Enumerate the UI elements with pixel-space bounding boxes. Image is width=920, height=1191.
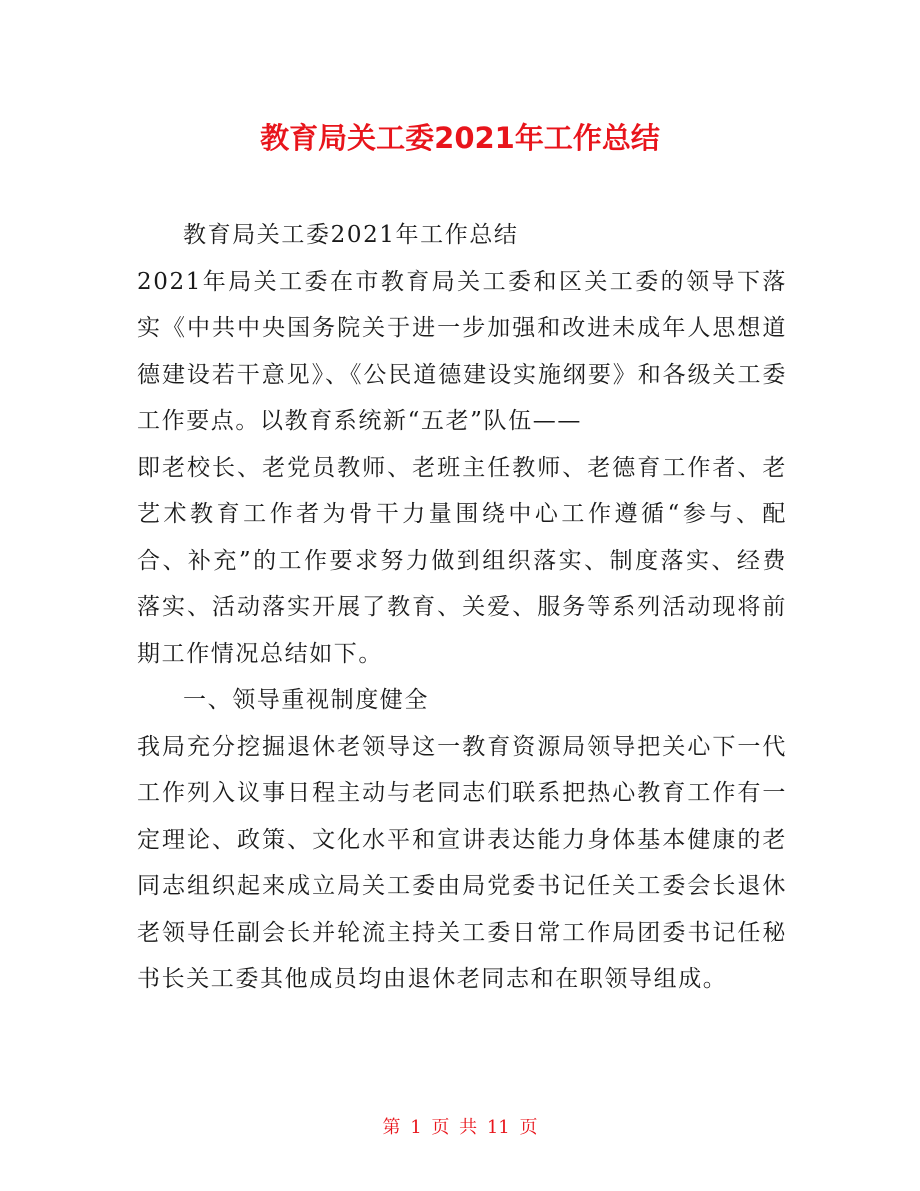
document-body — [137, 212, 787, 1003]
subtitle: 教育局关工委2021年工作总结 — [183, 222, 519, 248]
page-number-footer: 第 1 页 共 11 页 — [382, 1117, 538, 1138]
paragraph-3: 我局充分挖掘退休老领导这一教育资源局领导把关心下一代工作列入议事日程主动与老同志们联系把热心教育工作有一定理论、政策、文化水平和宣讲表达能力身体基本健康的老同志组织起来成立局关工委由局党委书记任关工委会长退休老领导任副会长并轮流主持关工委日常工作局团委书记任秘书长关工委其他成员均由退休老同志和在职领导组成。 — [137, 733, 787, 992]
paragraph-2: 即老校长、老党员教师、老班主任教师、老德育工作者、老艺术教育工作者为骨干力量围绕中心工作遵循“参与、配合、补充”的工作要求努力做到组织落实、制度落实、经费落实、活动落实开展了教育、关爱、服务等系列活动现将前期工作情况总结如下。 — [137, 454, 787, 667]
paragraph-1: 2021年局关工委在市教育局关工委和区关工委的领导下落实《中共中央国务院关于进一步加强和改进未成年人思想道德建设若干意见》、《公民道德建设实施纲要》和各级关工委工作要点。以教育系统新“五老”队伍—— — [137, 268, 787, 434]
document-title: 教育局关工委2021年工作总结 — [260, 121, 660, 155]
section-heading: 一、领导重视制度健全 — [183, 687, 429, 713]
